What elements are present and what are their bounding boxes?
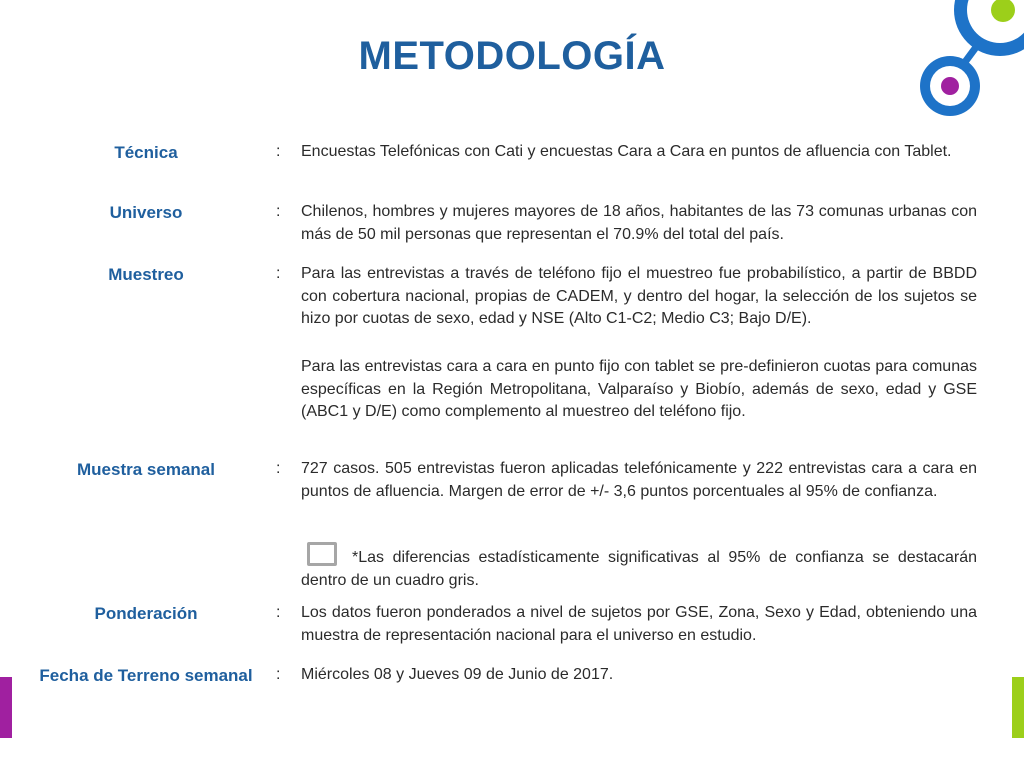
page-title: METODOLOGÍA xyxy=(358,34,666,78)
label-universo: Universo xyxy=(109,203,183,222)
label-muestra-semanal: Muestra semanal xyxy=(77,460,215,479)
colon-separator: : xyxy=(276,460,281,477)
text-fecha-terreno: Miércoles 08 y Jueves 09 de Junio de 2017. xyxy=(301,666,614,683)
colon-separator: : xyxy=(276,203,281,220)
decorative-circles-logo xyxy=(900,0,1024,120)
text-tecnica: Encuestas Telefónicas con Cati y encuestas Cara a Cara en puntos de afluencia con Tablet. xyxy=(301,143,952,160)
colon-separator: : xyxy=(276,143,281,160)
colon-separator: : xyxy=(276,604,281,621)
text-universo: Chilenos, hombres y mujeres mayores de 18 años, habitantes de las 73 comunas urbanas con más de 50 mil personas que representan el 70.9% del total del país. xyxy=(301,203,977,243)
label-fecha-terreno: Fecha de Terreno semanal xyxy=(39,666,253,685)
text-significance-note: *Las diferencias estadísticamente significativas al 95% de confianza se destacarán dentro de un cuadro gris. xyxy=(301,549,977,589)
label-ponderacion: Ponderación xyxy=(94,604,198,623)
label-tecnica: Técnica xyxy=(114,143,178,162)
right-accent-bar xyxy=(1012,677,1024,738)
text-muestreo-tablet: Para las entrevistas cara a cara en punto fijo con tablet se pre-definieron cuotas para comunas específicas en la Región Metropolitana, Valparaíso y Biobío, además de sexo, edad y GSE (ABC1 y D/E) como complemento al muestreo del teléfono fijo. xyxy=(301,358,977,420)
label-muestreo: Muestreo xyxy=(108,265,184,284)
text-muestreo: Para las entrevistas a través de teléfono fijo el muestreo fue probabilístico, a partir de BBDD con cobertura nacional, propias de CADEM, y dentro del hogar, la selección de los sujetos se hizo por cuotas de sexo, edad y NSE (Alto C1-C2; Medio C3; Bajo D/E). xyxy=(301,265,977,327)
colon-separator: : xyxy=(276,265,281,282)
left-accent-bar xyxy=(0,677,12,738)
text-muestra-semanal: 727 casos. 505 entrevistas fueron aplicadas telefónicamente y 222 entrevistas cara a cara en puntos de afluencia. Margen de error de +/- 3,6 puntos porcentuales al 95% de confianza. xyxy=(301,460,977,500)
colon-separator: : xyxy=(276,666,281,683)
text-ponderacion: Los datos fueron ponderados a nivel de sujetos por GSE, Zona, Sexo y Edad, obteniendo una muestra de representación nacional para el universo en estudio. xyxy=(301,604,977,644)
